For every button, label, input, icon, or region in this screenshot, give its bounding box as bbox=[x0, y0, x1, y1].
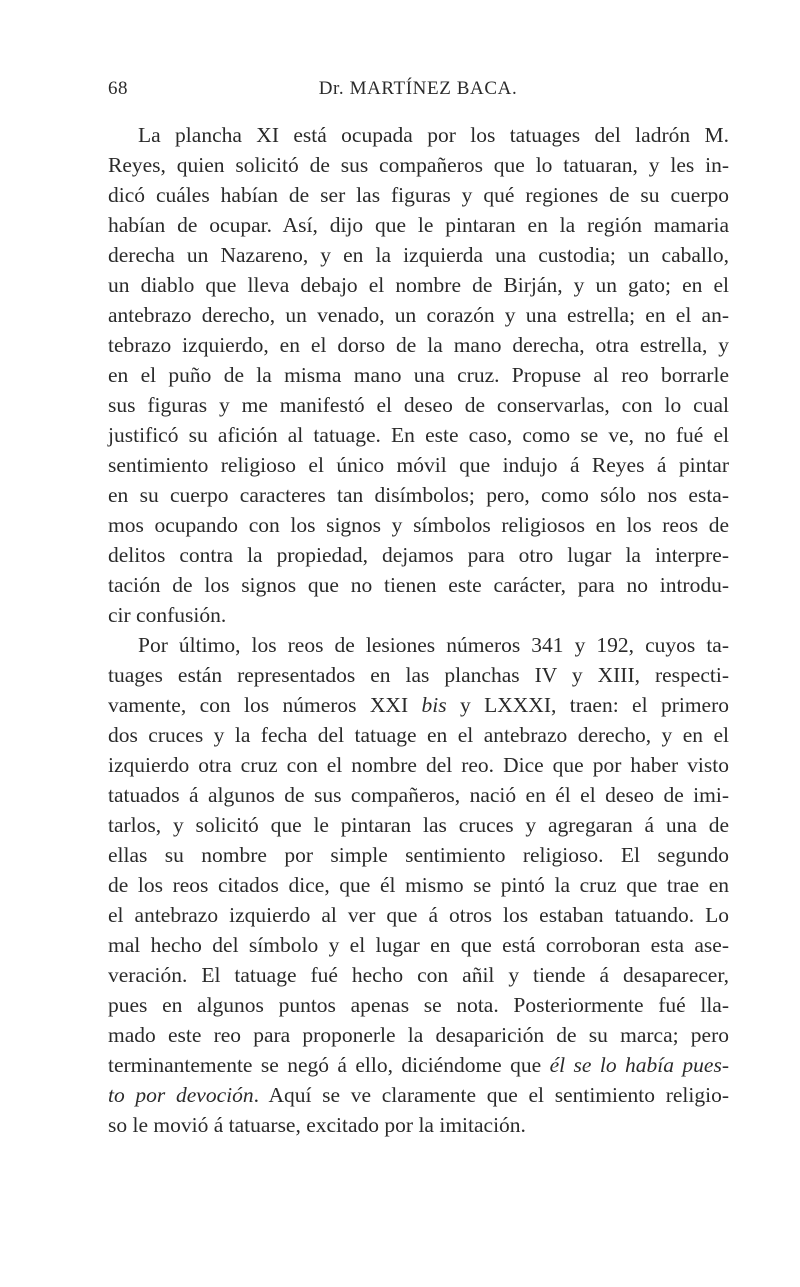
text-line: mado este reo para proponerle la desaparición de su marca; pero bbox=[108, 1023, 729, 1047]
text-line: tación de los signos que no tienen este carácter, para no introdu- bbox=[108, 573, 729, 597]
text-line: to por devoción. Aquí se ve claramente que el sentimiento religio- bbox=[108, 1083, 729, 1107]
text-line: antebrazo derecho, un venado, un corazón y una estrella; en el an- bbox=[108, 303, 729, 327]
text-line: sus figuras y me manifestó el deseo de conservarlas, con lo cual bbox=[108, 393, 729, 417]
text-line: mos ocupando con los signos y símbolos religiosos en los reos de bbox=[108, 513, 729, 537]
text-line: en su cuerpo caracteres tan disímbolos; pero, como sólo nos esta- bbox=[108, 483, 729, 507]
text-line: izquierdo otra cruz con el nombre del reo. Dice que por haber visto bbox=[108, 753, 729, 777]
paragraph bbox=[108, 120, 729, 630]
text-line: ellas su nombre por simple sentimiento religioso. El segundo bbox=[108, 843, 729, 867]
text-line: en el puño de la misma mano una cruz. Propuse al reo borrarle bbox=[108, 363, 729, 387]
text-line: La plancha XI está ocupada por los tatuages del ladrón M. bbox=[138, 123, 729, 147]
text-line: de los reos citados dice, que él mismo se pintó la cruz que trae en bbox=[108, 873, 729, 897]
body-text bbox=[108, 120, 729, 1140]
text-line: Por último, los reos de lesiones números 341 y 192, cuyos ta- bbox=[138, 633, 729, 657]
text-line: vamente, con los números XXI bis y LXXXI, traen: el primero bbox=[108, 693, 730, 717]
page-number: 68 bbox=[108, 78, 128, 99]
text-line: Reyes, quien solicitó de sus compañeros que lo tatuaran, y les in- bbox=[108, 153, 729, 177]
text-line: habían de ocupar. Así, dijo que le pintaran en la región mamaria bbox=[108, 213, 729, 237]
text-line: terminantemente se negó á ello, diciéndome que él se lo había pues- bbox=[108, 1053, 729, 1077]
text-line: cir confusión. bbox=[108, 603, 227, 627]
text-line: el antebrazo izquierdo al ver que á otros los estaban tatuando. Lo bbox=[108, 903, 729, 927]
text-line: veración. El tatuage fué hecho con añil y tiende á desaparecer, bbox=[108, 963, 729, 987]
text-line: so le movió á tatuarse, excitado por la imitación. bbox=[108, 1113, 526, 1137]
text-line: derecha un Nazareno, y en la izquierda una custodia; un caballo, bbox=[108, 243, 729, 267]
page-header bbox=[108, 78, 728, 106]
paragraph bbox=[108, 630, 729, 1140]
text-line: tatuados á algunos de sus compañeros, nació en él el deseo de imi- bbox=[108, 783, 729, 807]
text-line: tarlos, y solicitó que le pintaran las cruces y agregaran á una de bbox=[108, 813, 729, 837]
text-line: pues en algunos puntos apenas se nota. Posteriormente fué lla- bbox=[108, 993, 729, 1017]
running-head: Dr. MARTÍNEZ BACA. bbox=[318, 78, 518, 99]
text-line: dos cruces y la fecha del tatuage en el antebrazo derecho, y en el bbox=[108, 723, 729, 747]
text-line: dicó cuáles habían de ser las figuras y qué regiones de su cuerpo bbox=[108, 183, 729, 207]
text-line: mal hecho del símbolo y el lugar en que está corroboran esta ase- bbox=[108, 933, 729, 957]
text-line: tuages están representados en las planchas IV y XIII, respecti- bbox=[108, 663, 729, 687]
text-line: un diablo que lleva debajo el nombre de Birján, y un gato; en el bbox=[108, 273, 729, 297]
text-line: delitos contra la propiedad, dejamos para otro lugar la interpre- bbox=[108, 543, 729, 567]
text-line: sentimiento religioso el único móvil que indujo á Reyes á pintar bbox=[108, 453, 729, 477]
text-line: justificó su afición al tatuage. En este caso, como se ve, no fué el bbox=[108, 423, 729, 447]
text-line: tebrazo izquierdo, en el dorso de la mano derecha, otra estrella, y bbox=[108, 333, 729, 357]
